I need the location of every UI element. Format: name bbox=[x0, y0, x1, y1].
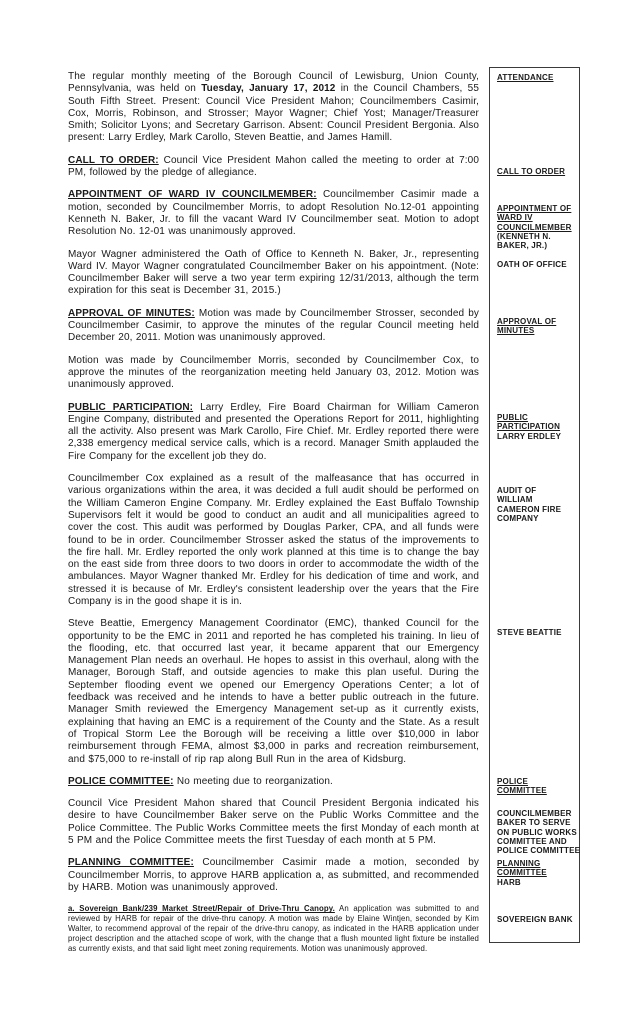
harb-application-paragraph bbox=[68, 904, 479, 954]
oath-of-office-paragraph bbox=[68, 249, 479, 298]
margin-note-line: BAKER TO SERVE bbox=[497, 818, 571, 828]
margin-note-line: COMMITTEE bbox=[497, 868, 547, 878]
audit-paragraph bbox=[68, 473, 479, 608]
section-heading: APPROVAL OF MINUTES: bbox=[68, 307, 195, 319]
margin-note bbox=[497, 317, 556, 336]
margin-note-line: POLICE bbox=[497, 777, 528, 786]
margin-note-line: WARD IV bbox=[497, 213, 533, 223]
margin-note-line: OATH OF OFFICE bbox=[497, 260, 567, 269]
margin-note bbox=[497, 777, 547, 796]
call-to-order-paragraph bbox=[68, 155, 479, 180]
margin-note-line: ATTENDANCE bbox=[497, 73, 554, 82]
paragraph-text: Motion was made by Councilmember Morris, seconded by Councilmember Cox, to approve the minutes of the reorganization meeting held January 03, 2012. Motion was unanimously approved. bbox=[68, 354, 479, 391]
margin-note-line: PARTICIPATION bbox=[497, 422, 561, 432]
margin-note-line: STEVE BEATTIE bbox=[497, 628, 562, 637]
paragraph-text: Councilmember Casimir made a motion, seconded by Councilmember Morris, to approve HARB application a, as submitted, and recommended by HARB. Motion was unanimously approved. bbox=[68, 857, 480, 893]
section-heading: PLANNING COMMITTEE: bbox=[68, 857, 194, 869]
margin-note-line: SOVEREIGN BANK bbox=[497, 915, 573, 924]
margin-note-line: PLANNING bbox=[497, 859, 541, 868]
margin-note-line: LARRY ERDLEY bbox=[497, 431, 562, 441]
intro-paragraph bbox=[68, 71, 479, 145]
paragraph-text: Steve Beattie, Emergency Management Coordinator (EMC), thanked Council for the opportunity to be the EMC in 2011 and reported he has completed his training. In lieu of the flooding, etc. that occurred last year, it became apparent that our Emergency Management Plan needs an overhaul. He hopes to assist in this overhaul, along with the Manager, Borough Staff, and outside agencies to make this plan useful. During the September flooding event we opened our Emergency Operations Center; a lot of feedback was received and he intends to have a better public outreach in the future. Manager Smith reviewed the Emergency Management set-up as it currently exists, explaining that having an EMC is a requirement of the County and the State. As a result of Tropical Storm Lee the Borough will be receiving a little over $10,000 in labor reimbursement through FEMA, almost $3,000 in parks and recreation reimbursement, and $75,000 to re-install of rip rap along Bull Run in the area of Kidsburg. bbox=[68, 618, 479, 765]
margin-note-line: APPOINTMENT OF bbox=[497, 204, 572, 213]
paragraph-text: in the Council Chambers, 55 South Fifth Street. Present: Council Vice President Mahon; Councilmembers Casimir, Cox, Morris, Robinson, and Strosser; Mayor Wagner; Chief Yost; Manager/Treasurer Smith; Solicitor Lyons; and Secretary Garrison. Absent: Council President Bergonia. Also present: Larry Erdley, Mark Carollo, Steven Beattie, and James Hamill. bbox=[68, 83, 479, 144]
margin-note-line: HARB bbox=[497, 877, 521, 887]
margin-notes bbox=[489, 67, 580, 943]
margin-note-line: COMMITTEE bbox=[497, 786, 547, 796]
paragraph-text: The regular monthly meeting of the Borough Council of Lewisburg, Union County, Pennsylvania, was held on bbox=[68, 71, 479, 95]
margin-note-line: CAMERON FIRE bbox=[497, 504, 562, 514]
paragraph-text: Larry Erdley, Fire Board Chairman for William Cameron Engine Company, distributed and presented the Operations Report for 2011, highlighting all the activity. Also present was Mark Carollo, Fire Chief. Mr. Erdley reported there were 2,338 emergency medical service calls, which is a record. Manager Smith applauded the Fire Company for the excellent job they do. bbox=[68, 401, 480, 462]
margin-note bbox=[497, 486, 561, 523]
paragraph-text: Councilmember Casimir made a motion, seconded by Councilmember Morris, to adopt Resolution No.12-01 appointing Kenneth N. Baker, Jr. to fill the vacant Ward IV Councilmember seat. Motion to adopt Resolution No. 12-01 was unanimously approved. bbox=[68, 189, 479, 238]
margin-note bbox=[497, 73, 554, 82]
section-heading: Tuesday, January 17, 2012 bbox=[201, 83, 336, 95]
margin-note-line: WILLIAM bbox=[497, 495, 533, 505]
paragraph-text: Council Vice President Mahon called the meeting to order at 7:00 PM, followed by the pledge of allegiance. bbox=[68, 154, 479, 179]
section-heading: APPOINTMENT OF WARD IV COUNCILMEMBER: bbox=[68, 189, 317, 201]
margin-note-line: AUDIT OF bbox=[497, 486, 537, 495]
margin-note bbox=[497, 915, 573, 924]
paragraph-text: Mayor Wagner administered the Oath of Office to Kenneth N. Baker, Jr., representing Ward IV. Mayor Wagner congratulated Councilmember Baker on his appointment. (Note: Councilmember Baker will serve a two year term expiring 12/31/2013, although the term expiration for this seat is December 31, 2015.) bbox=[68, 248, 479, 297]
approval-of-minutes-paragraph bbox=[68, 308, 479, 345]
committee-assignment-paragraph bbox=[68, 798, 479, 847]
steve-beattie-paragraph bbox=[68, 618, 479, 766]
reorganization-minutes-paragraph bbox=[68, 355, 479, 392]
margin-note bbox=[497, 413, 561, 441]
margin-note bbox=[497, 809, 580, 855]
section-heading: CALL TO ORDER: bbox=[68, 154, 159, 166]
margin-note-line: COUNCILMEMBER bbox=[497, 222, 572, 232]
margin-note-line: (KENNETH N. bbox=[497, 231, 551, 241]
main-text-column bbox=[68, 71, 479, 964]
section-heading: PUBLIC PARTICIPATION: bbox=[68, 401, 194, 413]
margin-note bbox=[497, 260, 567, 269]
margin-note-line: PUBLIC bbox=[497, 413, 528, 422]
section-heading: POLICE COMMITTEE: bbox=[68, 775, 174, 787]
margin-note-line: APPROVAL OF bbox=[497, 317, 557, 326]
paragraph-text: Councilmember Cox explained as a result of the malfeasance that has occurred in various organizations within the area, it was decided a full audit should be performed on the William Cameron Engine Company. Mr. Erdley explained the East Buffalo Township Supervisors felt it would be good to conduct an audit and all municipalities agreed to cover the cost. This audit was performed by Douglas Parker, CPA, and all funds were found to be in order. Councilmember Strosser asked the status of the improvements to the fire hall. Mr. Erdley reported the only work planned at this time is to change the bay on the east side from three doors to two doors in order to accommodate the width of the ambulances. Mayor Wagner thanked Mr. Erdley for his dedication of time and work, and stressed it is because of Mr. Erdley's consistent leadership over the years that the Fire Company is in the good shape it is in. bbox=[68, 473, 479, 607]
margin-note bbox=[497, 167, 565, 176]
margin-note bbox=[497, 204, 572, 250]
margin-note-line: COUNCILMEMBER bbox=[497, 809, 572, 818]
public-participation-paragraph bbox=[68, 402, 479, 463]
margin-note-line: ON PUBLIC WORKS bbox=[497, 827, 577, 837]
paragraph-text: Council Vice President Mahon shared that Council President Bergonia indicated his desire to have Councilmember Baker serve on the Public Works Committee and the Police Committee. The Public Works Committee meets the first Monday of each month at 5 PM and the Police Committee meets the first Tuesday of each month at 5 PM. bbox=[68, 798, 479, 847]
margin-note-line: COMMITTEE AND bbox=[497, 836, 567, 846]
paragraph-text: An application was submitted to and reviewed by HARB for repair of the drive-thru canopy. A motion was made by Elaine Wintjen, seconded by Kim Walter, to recommend approval of the repair of the drive-thru canopy, as indicated in the HARB application under project description and the attached scope of work, with the change that a flush mounted light fixture be installed as currently exists, and that said light meet zoning requirements. Motion was unanimously approved. bbox=[68, 904, 479, 953]
margin-note-line: MINUTES bbox=[497, 326, 535, 336]
paragraph-text: Motion was made by Councilmember Strosser, seconded by Councilmember Casimir, to approve the minutes of the regular Council meeting held December 20, 2011. Motion was unanimously approved. bbox=[68, 307, 479, 344]
section-heading: a. Sovereign Bank/239 Market Street/Repair of Drive-Thru Canopy. bbox=[68, 904, 335, 914]
margin-note-line: POLICE COMMITTEE bbox=[497, 846, 581, 856]
margin-note-line: COMPANY bbox=[497, 513, 539, 523]
planning-committee-paragraph bbox=[68, 857, 479, 894]
margin-note bbox=[497, 859, 547, 887]
margin-note bbox=[497, 628, 562, 637]
police-committee-paragraph bbox=[68, 776, 479, 788]
appointment-paragraph bbox=[68, 189, 479, 238]
margin-note-line: CALL TO ORDER bbox=[497, 167, 566, 176]
margin-note-line: BAKER, JR.) bbox=[497, 241, 548, 251]
paragraph-text: No meeting due to reorganization. bbox=[173, 775, 333, 787]
